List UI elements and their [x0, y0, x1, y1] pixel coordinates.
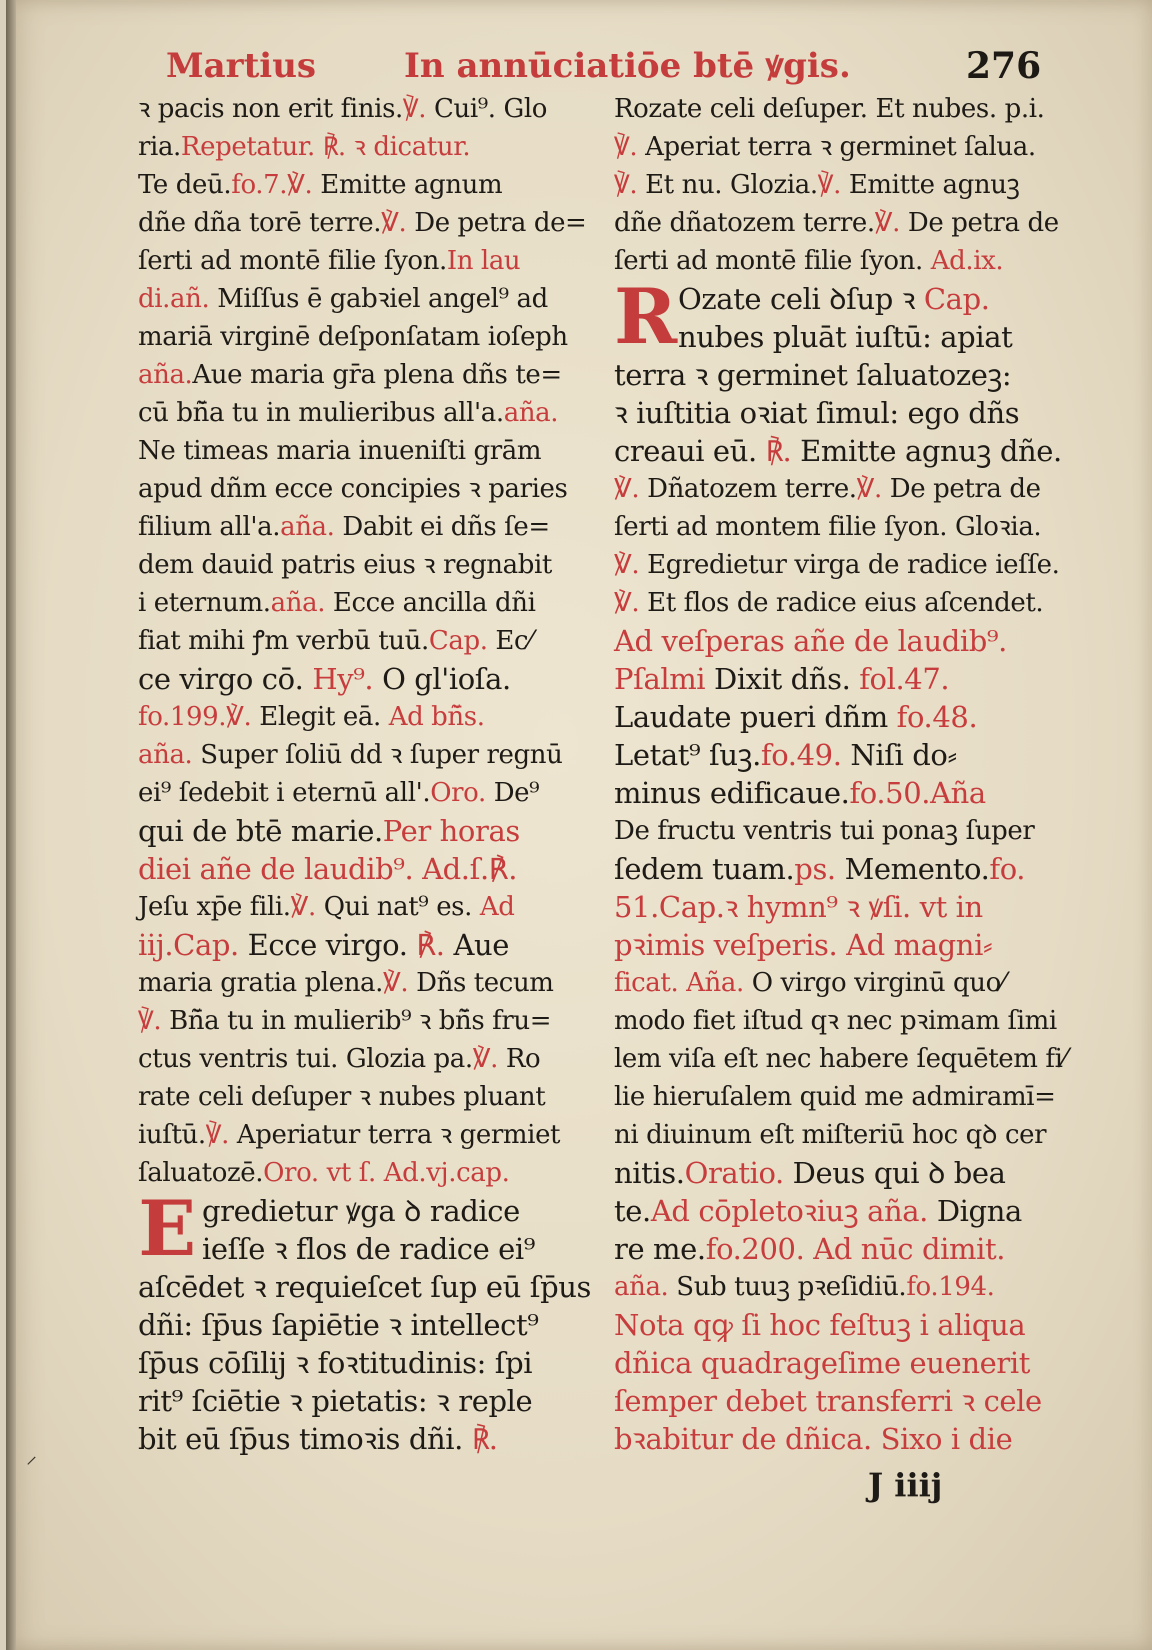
- rubric-text: Nota qꝙ ſi hoc feſtuꝫ i aliqua: [614, 1308, 1026, 1342]
- text-line: [614, 850, 1069, 888]
- text-line: [614, 888, 1069, 926]
- text-line: [138, 622, 588, 660]
- running-header: [6, 44, 1152, 94]
- rubric-text: ℣.: [614, 550, 640, 580]
- text-line: [138, 698, 588, 736]
- body-text: Ozate celi ꝺſup ꝛ: [678, 282, 924, 316]
- body-text: Laudate pueri dñm: [614, 700, 897, 734]
- body-text: terra ꝛ germinet ſaluatozeꝫ:: [614, 358, 1012, 392]
- body-text: fiat mihi ꝭm verbū tuū.: [138, 626, 429, 656]
- text-line: [614, 432, 1069, 470]
- rubric-text: Cap.: [923, 282, 990, 316]
- text-line: [138, 1078, 588, 1116]
- right-text-column: [614, 90, 1069, 1458]
- rubric-text: Pſalmi: [614, 662, 715, 696]
- body-text: ni diuinum eſt miſteriū hoc qꝺ cer: [614, 1120, 1047, 1150]
- body-text: ctus ventris tui. Glozia pa.: [138, 1044, 473, 1074]
- rubric-text: Ad veſperas añe de laudib⁹.: [614, 624, 1007, 658]
- text-line: [138, 508, 588, 546]
- body-text: Ecce virgo.: [238, 928, 417, 962]
- rubric-text: ℣.: [614, 132, 638, 162]
- body-text: ria.: [138, 132, 181, 162]
- book-page: [6, 0, 1152, 1650]
- text-line: [614, 1154, 1069, 1192]
- body-text: ce virgo cō.: [138, 662, 313, 696]
- body-text: Ecce ancilla dñi: [325, 588, 536, 618]
- page-number: 276: [966, 45, 1042, 87]
- rubric-text: Aña: [930, 776, 986, 810]
- text-line: [138, 394, 588, 432]
- text-line: [138, 888, 588, 926]
- text-line: [614, 774, 1069, 812]
- rubric-text: Ad: [479, 892, 515, 922]
- text-line: [614, 356, 1069, 394]
- body-text: Qui nat⁹ es.: [315, 892, 480, 922]
- body-text: iuſtū.: [138, 1120, 206, 1150]
- rubric-text: ℣.: [290, 892, 316, 922]
- body-text: apud dñm ecce concipies ꝛ paries: [138, 474, 568, 504]
- text-line: [138, 1116, 588, 1154]
- rubric-text: ℣.: [817, 170, 841, 200]
- rubric-text: fo.48.: [896, 700, 978, 734]
- signature-mark: J iiij: [868, 1466, 943, 1504]
- body-text: Aperiatur terra ꝛ germiet: [228, 1120, 561, 1150]
- rubric-text: ℣.: [614, 588, 640, 618]
- rubric-text: fol.47.: [859, 662, 950, 696]
- text-line: [138, 1268, 592, 1306]
- body-text: ieſſe ꝛ flos de radice ei⁹: [202, 1232, 536, 1266]
- body-text: Aperiat terra ꝛ germinet ſalua.: [637, 132, 1036, 162]
- rubric-text: fo.49.: [760, 738, 842, 772]
- body-text: dem dauid patris eius ꝛ regnabit: [138, 550, 552, 580]
- text-line: [614, 394, 1069, 432]
- rubric-text: 51.Cap.ꝛ hymn⁹ ꝛ ꝟſi. vt in: [614, 890, 983, 924]
- text-line: [614, 90, 1069, 128]
- text-line: [614, 1192, 1069, 1230]
- text-line: [138, 318, 588, 356]
- body-text: filium all'a.: [138, 512, 281, 542]
- text-line: [614, 1344, 1069, 1382]
- rubric-text: ℣.: [381, 208, 407, 238]
- body-text: Deus qui ꝺ bea: [783, 1156, 1006, 1190]
- rubric-text: dñica quadrageſime euenerit: [614, 1346, 1030, 1380]
- text-line: [614, 1268, 1069, 1306]
- body-text: Et flos de radice eius aſcendet.: [639, 588, 1044, 618]
- text-line: [138, 128, 588, 166]
- text-line: [138, 660, 588, 698]
- rubric-text: Ad cōpletoꝛiuꝫ aña.: [650, 1194, 928, 1228]
- body-text: i eternum.: [138, 588, 271, 618]
- rubric-text: fo.: [989, 852, 1026, 886]
- rubric-text: ℣.: [383, 968, 409, 998]
- body-text: Te deū.: [138, 170, 232, 200]
- rubric-text: aña.: [138, 740, 193, 770]
- text-line: [614, 242, 1069, 280]
- body-text: Jeſu xp̄e fili.: [138, 892, 291, 922]
- body-text: lie hieruſalem quid me admiramī=: [614, 1082, 1056, 1112]
- body-text: Sub tuuꝫ pꝛeſidiū.: [668, 1272, 907, 1302]
- body-text: Aue: [444, 928, 510, 962]
- text-line: [138, 242, 588, 280]
- body-text: Egredietur virga de radice ieſſe.: [639, 550, 1060, 580]
- text-line: [614, 166, 1069, 204]
- rubric-text: aña.: [280, 512, 335, 542]
- rubric-text: bꝛabitur de dñica. Sixo i die: [614, 1422, 1013, 1456]
- text-line: [614, 584, 1069, 622]
- rubric-text: fo.199.℣.: [138, 702, 252, 732]
- text-line: [138, 1230, 588, 1268]
- rubric-text: ℣.: [402, 94, 427, 124]
- body-text: De⁹: [485, 778, 540, 808]
- body-text: Niſi do⸗: [841, 738, 957, 772]
- body-text: De petra de=: [406, 208, 587, 238]
- rubric-text: Hy⁹.: [312, 662, 374, 696]
- text-line: [614, 1002, 1069, 1040]
- rubric-text: ℣.: [614, 170, 638, 200]
- body-text: dñi: ſp̄us ſapiētie ꝛ intellect⁹: [138, 1308, 539, 1342]
- rubric-text: pꝛimis veſperis. Ad magni⸗: [614, 928, 993, 962]
- text-line: [614, 1040, 1069, 1078]
- text-line: [614, 812, 1069, 850]
- header-month: Martius: [166, 46, 317, 86]
- text-line: [138, 584, 588, 622]
- header-title: In annūciatiōe btē ꝟgis.: [404, 46, 851, 86]
- body-text: ſerti ad montē filie ſyon.: [138, 246, 447, 276]
- text-line: [614, 508, 1069, 546]
- text-line: [614, 1306, 1069, 1344]
- rubric-text: fo.200. Ad nūc dimit.: [705, 1232, 1006, 1266]
- body-text: cū bñ̄a tu in mulieribus all'a.: [138, 398, 504, 428]
- rubric-text: diei añe de laudib⁹. Ad.ſ.℟.: [138, 852, 518, 886]
- text-line: [614, 1382, 1069, 1420]
- text-line: [138, 470, 588, 508]
- page-gutter-shadow: [6, 0, 16, 1650]
- body-text: ſerti ad montem filie ſyon. Gloꝛia.: [614, 512, 1042, 542]
- body-text: Emitte agnuꝫ dñe.: [791, 434, 1062, 468]
- body-text: Ec⁄: [487, 626, 533, 656]
- rubric-text: Oro.: [430, 778, 486, 808]
- left-text-column: [138, 90, 592, 1458]
- body-text: O virgo virginū quo⁄: [743, 968, 1005, 998]
- body-text: ſaluatozē.: [138, 1158, 264, 1188]
- text-line: [138, 812, 588, 850]
- text-line: [138, 356, 588, 394]
- rubric-text: ℣.: [614, 474, 640, 504]
- text-line: [138, 964, 588, 1002]
- body-text: Aue maria gr̄a plena dñs te=: [192, 360, 562, 390]
- body-text: bit eū ſp̄us timoꝛis dñi.: [138, 1422, 472, 1456]
- body-text: aſcēdet ꝛ requieſcet ſup eū ſp̄us: [138, 1270, 592, 1304]
- text-line: [614, 622, 1069, 660]
- decorated-initial: R: [614, 272, 677, 361]
- rubric-text: Oratio.: [684, 1156, 784, 1190]
- text-line: [614, 128, 1069, 166]
- text-line: [138, 1382, 588, 1420]
- text-line: [138, 1002, 588, 1040]
- rubric-text: ℣.: [472, 1044, 499, 1074]
- text-line: [614, 926, 1069, 964]
- text-line: [614, 546, 1069, 584]
- body-text: rit⁹ ſciētie ꝛ pietatis: ꝛ reple: [138, 1384, 533, 1418]
- rubric-text: fo.50.: [849, 776, 931, 810]
- body-text: Dabit ei dñs ſe=: [334, 512, 550, 542]
- rubric-text: ſemper debet transferri ꝛ cele: [614, 1384, 1042, 1418]
- text-line: [138, 432, 588, 470]
- text-line: [138, 1306, 588, 1344]
- rubric-text: fo.7.℣.: [231, 170, 313, 200]
- rubric-text: ficat. Aña.: [614, 968, 744, 998]
- rubric-text: ℣.: [205, 1120, 229, 1150]
- rubric-text: ℟.: [756, 434, 792, 468]
- text-line: [614, 204, 1069, 242]
- text-line: [138, 850, 588, 888]
- text-line: [138, 774, 588, 812]
- rubric-text: aña.: [614, 1272, 669, 1302]
- body-text: Digna: [928, 1194, 1022, 1228]
- text-line: [614, 1230, 1069, 1268]
- text-line: [138, 546, 588, 584]
- body-text: nitis.: [614, 1156, 685, 1190]
- body-text: gredietur ꝟga ꝺ radice: [202, 1194, 520, 1228]
- body-text: dñe dñatozem terre.: [614, 208, 875, 238]
- body-text: ꝛ pacis non erit finis.: [138, 94, 403, 124]
- text-line: [614, 964, 1069, 1002]
- text-line: [614, 470, 1069, 508]
- text-line: [614, 660, 1069, 698]
- body-text: Dixit dñs.: [714, 662, 860, 696]
- body-text: Bñ̄a tu in mulierib⁹ ꝛ bñ̄s fru=: [161, 1006, 552, 1036]
- body-text: Ne timeas maria inueniſti grām: [138, 436, 542, 466]
- body-text: te.: [614, 1194, 651, 1228]
- rubric-text: ℟.: [471, 1422, 498, 1456]
- body-text: modo fiet iſtud qꝛ nec pꝛimam ſimi: [614, 1006, 1057, 1036]
- text-line: [138, 926, 588, 964]
- body-text: Super ſoliū dd ꝛ ſuper regnū: [192, 740, 563, 770]
- body-text: Rozate celi deſuper. Et nubes. p.i.: [614, 94, 1045, 124]
- text-line: [138, 1420, 588, 1458]
- rubric-text: fo.194.: [906, 1272, 995, 1302]
- rubric-text: aña.: [138, 360, 193, 390]
- rubric-text: ℣.: [874, 208, 901, 238]
- body-text: Dñs tecum: [408, 968, 554, 998]
- text-line: [138, 1040, 588, 1078]
- body-text: Letat⁹ ſuꝫ.: [614, 738, 761, 772]
- rubric-text: ℣.: [856, 474, 882, 504]
- body-text: minus edificaue.: [614, 776, 850, 810]
- body-text: Miſſus ē gabꝛiel angel⁹ ad: [209, 284, 548, 314]
- margin-mark: ⸝: [26, 1444, 38, 1469]
- rubric-text: di.añ.: [138, 284, 210, 314]
- text-line: [138, 166, 588, 204]
- text-line: [138, 280, 588, 318]
- rubric-text: Repetatur. ℟. ꝛ dicatur.: [180, 132, 471, 162]
- body-text: Ro: [498, 1044, 541, 1074]
- body-text: Elegit eā.: [251, 702, 389, 732]
- body-text: ei⁹ ſedebit i eternū all'.: [138, 778, 431, 808]
- text-line: [614, 1078, 1069, 1116]
- text-line: [138, 90, 588, 128]
- body-text: Emitte agnuꝫ: [840, 170, 1020, 200]
- body-text: lem viſa eſt nec habere ſequētem fi⁄: [614, 1044, 1067, 1074]
- text-line: [614, 1420, 1069, 1458]
- body-text: dñe dña torē terre.: [138, 208, 382, 238]
- text-line: [614, 698, 1069, 736]
- body-text: ſerti ad montē filie ſyon.: [614, 246, 931, 276]
- rubric-text: aña.: [270, 588, 326, 618]
- body-text: Dñatozem terre.: [639, 474, 857, 504]
- body-text: Memento.: [835, 852, 990, 886]
- body-text: Cui⁹. Glo: [426, 94, 548, 124]
- rubric-text: ℟.: [416, 928, 445, 962]
- rubric-text: In lau: [446, 246, 521, 276]
- body-text: rate celi deſuper ꝛ nubes pluant: [138, 1082, 546, 1112]
- rubric-text: Ad bñ̄s.: [388, 702, 485, 732]
- body-text: mariā virginē deſponſatam ioſeph: [138, 322, 568, 352]
- body-text: De petra de: [881, 474, 1041, 504]
- body-text: Emitte agnum: [312, 170, 503, 200]
- rubric-text: aña.: [503, 398, 559, 428]
- text-line: [614, 318, 1069, 356]
- rubric-text: Oro. vt ſ. Ad.vj.cap.: [263, 1158, 510, 1188]
- rubric-text: Ad.ix.: [930, 246, 1004, 276]
- text-line: [614, 736, 1069, 774]
- body-text: nubes pluāt iuſtū: apiat: [678, 320, 1013, 354]
- body-text: ſedem tuam.: [614, 852, 795, 886]
- body-text: De fructu ventris tui ponaꝫ ſuper: [614, 816, 1035, 846]
- body-text: qui de btē marie.: [138, 814, 383, 848]
- body-text: O gl'ioſa.: [373, 662, 511, 696]
- text-line: [614, 1116, 1069, 1154]
- body-text: ſp̄us cōſilij ꝛ foꝛtitudinis: ſpi: [138, 1346, 533, 1380]
- body-text: Et nu. Glozia.: [637, 170, 818, 200]
- body-text: maria gratia plena.: [138, 968, 384, 998]
- text-line: [138, 736, 588, 774]
- rubric-text: ps.: [794, 852, 836, 886]
- body-text: creaui eū.: [614, 434, 757, 468]
- text-line: [138, 1344, 588, 1382]
- body-text: De petra de: [900, 208, 1059, 238]
- rubric-text: iij.Cap.: [138, 928, 239, 962]
- rubric-text: ℣.: [138, 1006, 162, 1036]
- text-line: [138, 1154, 588, 1192]
- decorated-initial: E: [138, 1184, 196, 1273]
- rubric-text: Cap.: [428, 626, 488, 656]
- rubric-text: Per horas: [382, 814, 520, 848]
- body-text: re me.: [614, 1232, 706, 1266]
- body-text: ꝛ iuſtitia oꝛiat ſimul: ego dñs: [614, 396, 1020, 430]
- text-line: [138, 204, 588, 242]
